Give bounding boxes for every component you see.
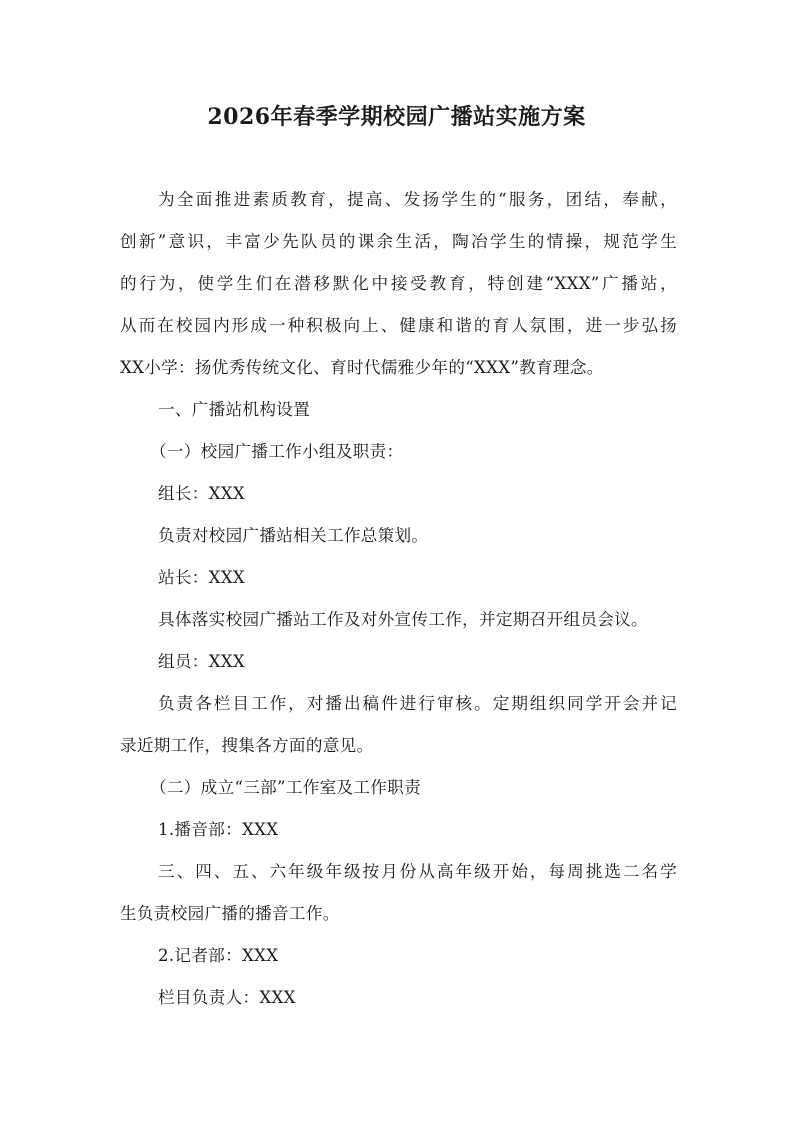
role-member-duty-line-2: 录近期工作，搜集各方面的意见。 bbox=[120, 736, 374, 755]
role-station-head: 站长：XXX bbox=[158, 568, 246, 587]
role-member-duty-line-1: 负责各栏目工作，对播出稿件进行审核。定期组织同学开会并记 bbox=[158, 694, 677, 713]
intro-line-1: 为全面推进素质教育，提高、发扬学生的“服务，团结，奉献， bbox=[158, 190, 677, 209]
subsection-1-heading: （一）校园广播工作小组及职责： bbox=[150, 442, 404, 461]
department-reporter: 2.记者部：XXX bbox=[158, 946, 279, 965]
role-leader-duty: 负责对校园广播站相关工作总策划。 bbox=[158, 526, 429, 545]
column-leader: 栏目负责人：XXX bbox=[158, 988, 296, 1007]
department-broadcast-duty-line-2: 生负责校园广播的播音工作。 bbox=[120, 904, 340, 923]
intro-line-5: XX小学：扬优秀传统文化、育时代儒雅少年的“XXX”教育理念。 bbox=[120, 358, 604, 377]
role-leader: 组长：XXX bbox=[158, 484, 246, 503]
department-broadcast: 1.播音部：XXX bbox=[158, 820, 279, 839]
section-1-heading: 一、广播站机构设置 bbox=[158, 400, 311, 419]
document-title: 2026年春季学期校园广播站实施方案 bbox=[207, 104, 586, 130]
intro-line-4: 从而在校园内形成一种积极向上、健康和谐的育人氛围，进一步弘扬 bbox=[120, 316, 677, 335]
role-member: 组员：XXX bbox=[158, 652, 246, 671]
intro-line-2: 创新”意识，丰富少先队员的课余生活，陶冶学生的情操，规范学生 bbox=[120, 232, 677, 251]
intro-line-3: 的行为，使学生们在潜移默化中接受教育，特创建“XXX”广播站， bbox=[120, 274, 677, 293]
department-broadcast-duty-line-1: 三、四、五、六年级年级按月份从高年级开始，每周挑选二名学 bbox=[158, 862, 677, 881]
role-station-head-duty: 具体落实校园广播站工作及对外宣传工作，并定期召开组员会议。 bbox=[158, 610, 648, 629]
subsection-2-heading: （二）成立“三部”工作室及工作职责 bbox=[150, 778, 421, 797]
